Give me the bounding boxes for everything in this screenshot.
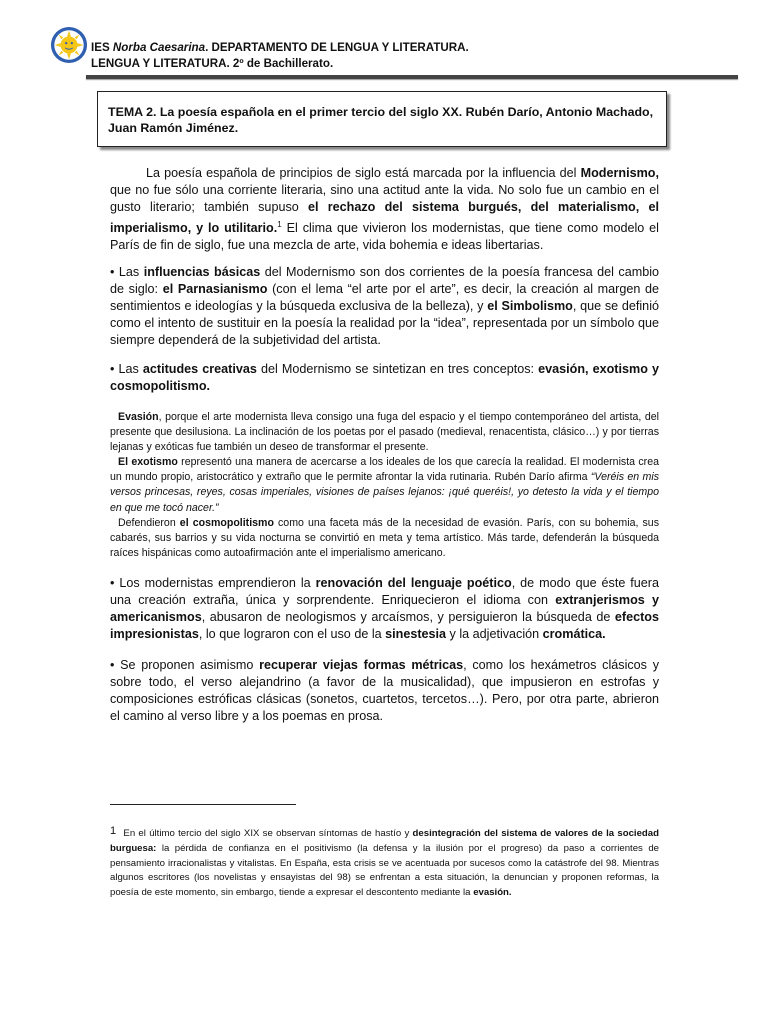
paragraph-evasion: Evasión, porque el arte modernista lleva consigo una fuga del espacio y el tiempo contemporáneo del artista, del presente que desilusiona. La inclinación de los poetas por el pasado (medieval, renacentista, clásico…) y por tierras lejanas y exóticas fue también un deseo de transformar el presente.	[110, 411, 659, 454]
paragraph-influencias: • Las influencias básicas del Modernismo son dos corrientes de la poesía francesa del cambio de siglo: el Parnasianismo (con el lema “el arte por el arte”, es decir, la creación al margen de sentimientos e ideologías y la búsqueda exclusiva de la belleza), y el Simbolismo, que se definió como el intento de sustituir en la poesía la realidad por la “idea”, representada por un símbolo que siempre dependerá de la subjetividad del artista.	[110, 265, 659, 347]
page-title: TEMA 2. La poesía española en el primer tercio del siglo XX. Rubén Darío, Antonio Machado, Juan Ramón Jiménez.	[108, 105, 654, 135]
dario-quote: “Veréis en mis versos princesas, reyes, cosas imperiales, visiones de países lejanos: ¡qué queréis!, yo detesto la vida y el tiempo en que me tocó nacer.”	[110, 471, 660, 514]
school-logo-icon	[50, 26, 88, 64]
footnote-ref[interactable]: 1	[277, 220, 282, 229]
paragraph-actitudes: • Las actitudes creativas del Modernismo se sintetizan en tres conceptos: evasión, exotismo y cosmopolitismo.	[110, 362, 659, 393]
footnote: 1 En el último tercio del siglo XIX se observan síntomas de hastío y desintegración del sistema de valores de la sociedad burguesa: la pérdida de confianza en el positivismo (la defensa y la ilusión por el progreso) da paso a corrientes de pensamiento irracionalistas y vitalistas. En España, esta crisis se ve acentuada por sucesos como la catástrofe del 98. Mientras algunos escritores (los novelistas y ensayistas del 98) se enfrentan a esta situación, la denuncian y proponen reformas, la poesía de este momento, sin embargo, tiende a expresar el descontento mediante la evasión.	[110, 825, 659, 899]
title-box	[97, 91, 667, 147]
header-course: LENGUA Y LITERATURA. 2º de Bachillerato.	[91, 57, 334, 70]
header-divider	[86, 75, 738, 79]
school-name: Norba Caesarina	[112, 41, 206, 54]
footnote-divider	[110, 804, 296, 805]
footnote-number: 1	[110, 825, 117, 837]
paragraph-intro: La poesía española de principios de siglo está marcada por la influencia del Modernismo, que no fue sólo una corriente literaria, sino una actitud ante la vida. No solo fue un cambio en el gusto literario; también supuso el rechazo del sistema burgués, del materialismo, el imperialismo, y lo utilitario.$^1$ El clima que vivieron los modernistas, que tiene como modelo el París de fin de siglo, fue una mezcla de arte, vida bohemia e ideas libertarias.	[110, 166, 659, 253]
paragraph-formas-metricas: • Se proponen asimismo recuperar viejas formas métricas, como los hexámetros clásicos y sobre todo, el verso alejandrino (a favor de la musicalidad), que impusieron en estrofas y composiciones estróficas clásicas (sonetos, cuartetos, tercetos…). Pero, por otra parte, abrieron el camino al verso libre y a los poemas en prosa.	[110, 658, 659, 723]
paragraph-cosmopolitismo: Defendieron el cosmopolitismo como una faceta más de la necesidad de evasión. París, con su bohemia, sus cabarés, sus barrios y su vida nocturna se convirtió en meta y tema artístico. Más tarde, defenderán la búsqueda raíces hispánicas como autoafirmación ante el imperialismo americano.	[110, 517, 659, 560]
paragraph-exotismo: El exotismo representó una manera de acercarse a los ideales de los que carecía la realidad. El modernista crea un mundo propio, aristocrático y extraño que le permite afrontar la vida rutinaria. Rubén Darío afirma “Veréis en mis versos princesas, reyes, cosas imperiales, visiones de países lejanos: ¡qué queréis!, yo detesto la vida y el tiempo en que me tocó nacer.”	[110, 456, 660, 514]
paragraph-renovacion: • Los modernistas emprendieron la renovación del lenguaje poético, de modo que éste fuera una creación extraña, única y sorprendente. Enriquecieron el idioma con extranjerismos y americanismos, abusaron de neologismos y arcaísmos, y persiguieron la búsqueda de efectos impresionistas, lo que lograron con el uso de la sinestesia y la adjetivación cromática.	[110, 576, 659, 641]
header-school: IES Norba Caesarina. DEPARTAMENTO DE LENGUA Y LITERATURA.	[91, 41, 469, 54]
